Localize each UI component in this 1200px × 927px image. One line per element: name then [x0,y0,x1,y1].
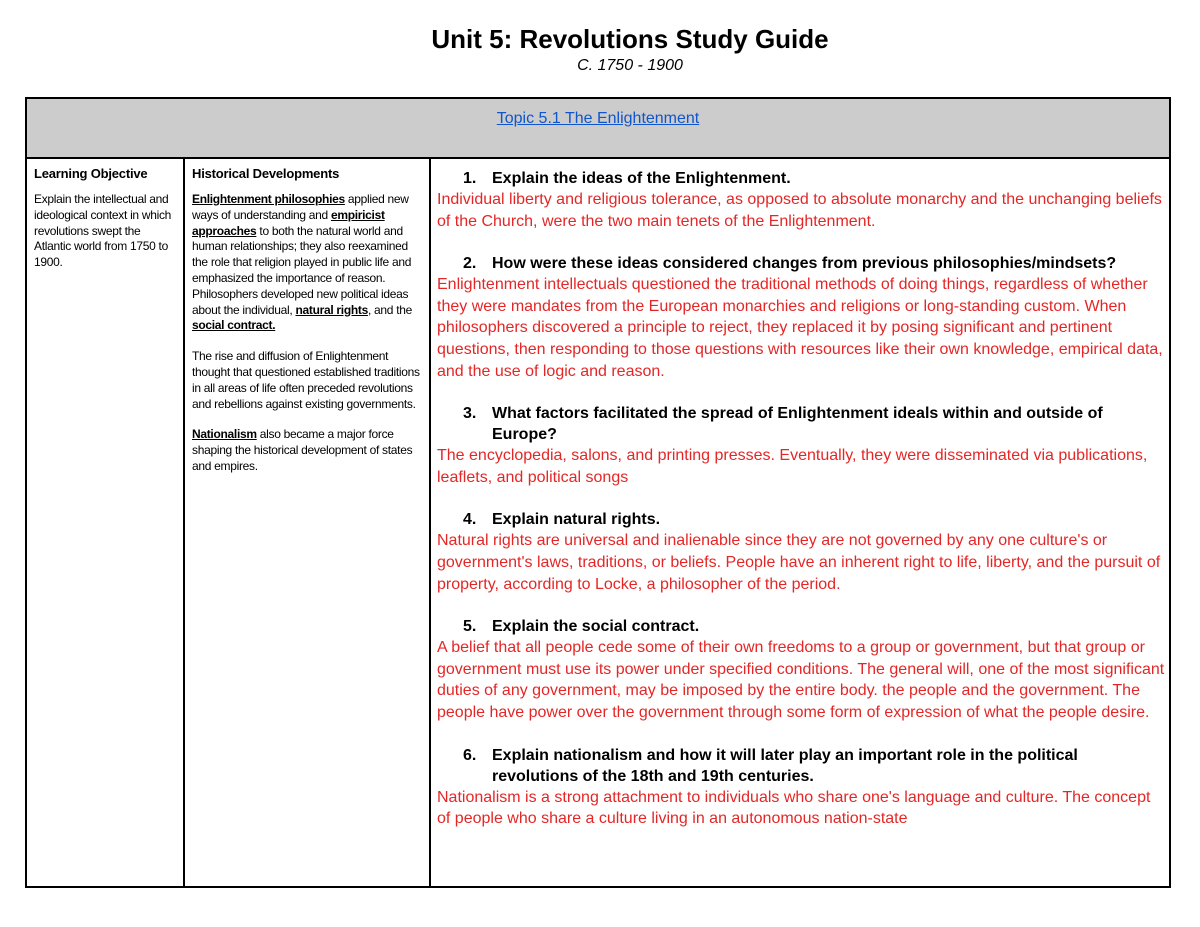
question-block [437,168,1169,232]
development-text: also became a major force shaping the historical development of states and empires. [192,427,413,473]
question [437,745,1169,787]
development-paragraph-1 [192,192,423,334]
question [437,509,1169,530]
answer-text: Natural rights are universal and inalienable since they are not governed by any one culture's or government's laws, traditions, or beliefs. People have an inherent right to life, liberty, and the pursuit of property, according to Locke, a philosopher of the period. [437,532,1161,593]
question [437,168,1169,189]
questions-column [431,159,1169,886]
page-subtitle: C. 1750 - 1900 [577,57,683,74]
question [437,253,1169,274]
question-text: Explain nationalism and how it will later play an important role in the political revolutions of the 18th and 19th centuries. [492,746,1078,785]
answer-text: Individual liberty and religious tolerance, as opposed to absolute monarchy and the unchanging beliefs of the Church, were the two main tenets of the Enlightenment. [437,191,1162,230]
question [437,616,1169,637]
study-guide-table [25,97,1171,888]
learning-objective-text: Explain the intellectual and ideological context in which revolutions swept the Atlantic world from 1750 to 1900. [34,192,172,270]
question-number: 3. [463,405,477,423]
question-number: 6. [463,746,477,764]
question-text: Explain the social contract. [492,618,700,636]
key-term: Enlightenment philosophies [192,192,345,206]
question-number: 5. [463,618,477,636]
topic-link[interactable]: Topic 5.1 The Enlightenment [496,110,700,127]
historical-developments-column [185,159,431,886]
question-number: 4. [463,511,477,529]
question-block [437,616,1169,723]
key-term: social contract. [192,318,276,333]
question-text: Explain natural rights. [492,511,661,529]
development-paragraph-3 [192,427,423,474]
question-number: 2. [463,255,477,273]
topic-header [27,99,1169,159]
answer-text: Nationalism is a strong attachment to individuals who share one's language and culture. The concept of people who share a culture living in an autonomous nation-state [437,788,1151,828]
question-text: How were these ideas considered changes from previous philosophies/mindsets? [492,255,1117,273]
question-number: 1. [463,170,477,187]
question-text: Explain the ideas of the Enlightenment. [492,170,791,187]
question-block [437,253,1169,382]
development-text: , and the [367,302,412,317]
key-term: empiricist approaches [192,207,385,238]
answer-text: A belief that all people cede some of their own freedoms to a group or government, but that group or government must use its power under specified conditions. The general will, one of the most significant duties of any government, may be imposed by the entire body. the people and the government. The people have power over the government through some form of expression of what the people desire. [437,639,1165,721]
question-text: What factors facilitated the spread of Enlightenment ideals within and outside of Europe? [492,405,1103,444]
learning-objective-heading: Learning Objective [34,166,148,181]
answer-text: The encyclopedia, salons, and printing presses. Eventually, they were disseminated via publications, leaflets, and political songs [437,447,1148,486]
development-text: to both the natural world and human relationships; they also reexamined the role that religion played in public life and emphasized the importance of reason. Philosophers developed new political ideas about the individual, [192,223,412,317]
answer-text: Enlightenment intellectuals questioned the traditional methods of doing things, regardless of whether they were mandates from the European monarchies and religions or long-standing custom. When philosophers discovered a principle to reject, they replaced it by posing significant and pertinent questions, then responding to those questions with resources like their own knowledge, empirical data, and the use of logic and reason. [437,276,1163,380]
key-term: Nationalism [192,427,257,442]
page-title: Unit 5: Revolutions Study Guide [431,24,829,54]
historical-developments-heading: Historical Developments [192,166,340,181]
question-block [437,403,1169,488]
learning-objective-column [27,159,185,886]
question-block [437,745,1169,830]
question [437,403,1169,445]
key-term: natural rights [295,302,368,317]
development-paragraph-2: The rise and diffusion of Enlightenment thought that questioned established traditions in all areas of life often preceded revolutions and rebellions against existing governments. [192,349,420,411]
question-block [437,509,1169,595]
development-text: applied new ways of understanding and [192,192,409,222]
